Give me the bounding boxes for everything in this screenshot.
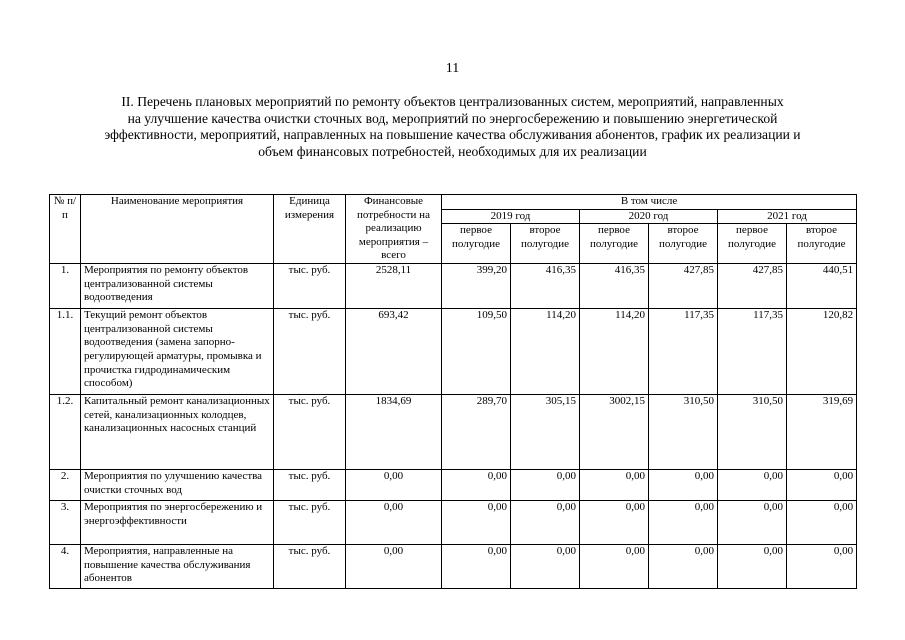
row-name: Текущий ремонт объектов централизованной системы водоотведения (замена запорно-регулирующей арматуры, промывка и прочистка гидродинамическим способом)	[81, 309, 274, 395]
row-value: 0,00	[718, 501, 787, 545]
title-line: на улучшение качества очистки сточных вод, мероприятий по энергосбережению и повышению энергетической	[127, 110, 778, 126]
header-half-second: второе полугодие	[511, 224, 580, 264]
table-row	[50, 395, 857, 470]
row-value: 0,00	[787, 470, 857, 501]
row-value: 0,00	[649, 501, 718, 545]
row-value: 427,85	[718, 264, 787, 309]
row-value: 319,69	[787, 395, 857, 470]
row-value: 0,00	[511, 470, 580, 501]
row-value: 0,00	[511, 501, 580, 545]
row-value: 310,50	[718, 395, 787, 470]
row-value: 109,50	[442, 309, 511, 395]
header-finance: Финансовые потребности на реализацию мероприятия – всего	[346, 195, 442, 264]
row-total: 2528,11	[346, 264, 442, 309]
row-value: 120,82	[787, 309, 857, 395]
row-value: 117,35	[718, 309, 787, 395]
row-value: 0,00	[511, 545, 580, 589]
row-value: 114,20	[580, 309, 649, 395]
row-value: 0,00	[580, 501, 649, 545]
row-value: 0,00	[442, 470, 511, 501]
table-row	[50, 309, 857, 395]
header-half-first: первое полугодие	[580, 224, 649, 264]
row-name: Мероприятия по энергосбережению и энергоэффективности	[81, 501, 274, 545]
row-value: 114,20	[511, 309, 580, 395]
row-name: Капитальный ремонт канализационных сетей, канализационных колодцев, канализационных насосных станций	[81, 395, 274, 470]
header-half-first: первое полугодие	[442, 224, 511, 264]
row-value: 427,85	[649, 264, 718, 309]
header-year: 2020 год	[580, 209, 718, 224]
row-value: 440,51	[787, 264, 857, 309]
row-total: 0,00	[346, 545, 442, 589]
row-value: 310,50	[649, 395, 718, 470]
row-num: 2.	[50, 470, 81, 501]
header-including: В том числе	[442, 195, 857, 210]
header-half-first: первое полугодие	[718, 224, 787, 264]
table-row	[50, 470, 857, 501]
row-value: 3002,15	[580, 395, 649, 470]
row-value: 305,15	[511, 395, 580, 470]
row-value: 0,00	[718, 470, 787, 501]
row-unit: тыс. руб.	[274, 309, 346, 395]
header-half-second: второе полугодие	[787, 224, 857, 264]
section-title	[55, 94, 850, 160]
row-value: 399,20	[442, 264, 511, 309]
row-value: 0,00	[787, 501, 857, 545]
row-name: Мероприятия, направленные на повышение качества обслуживания абонентов	[81, 545, 274, 589]
page-number: 11	[445, 61, 460, 76]
title-line: эффективности, мероприятий, направленных на повышение качества обслуживания абонентов, график их реализации и	[104, 127, 801, 142]
row-value: 416,35	[580, 264, 649, 309]
row-value: 0,00	[580, 470, 649, 501]
row-unit: тыс. руб.	[274, 395, 346, 470]
header-num: № п/п	[50, 195, 81, 264]
header-name: Наименование мероприятия	[81, 195, 274, 264]
header-half-second: второе полугодие	[649, 224, 718, 264]
activities-table	[49, 194, 857, 589]
row-value: 117,35	[649, 309, 718, 395]
row-value: 0,00	[649, 545, 718, 589]
row-value: 0,00	[580, 545, 649, 589]
row-unit: тыс. руб.	[274, 264, 346, 309]
row-value: 0,00	[442, 501, 511, 545]
table-row	[50, 264, 857, 309]
row-num: 1.2.	[50, 395, 81, 470]
table-row	[50, 501, 857, 545]
row-unit: тыс. руб.	[274, 545, 346, 589]
row-value: 416,35	[511, 264, 580, 309]
row-num: 1.1.	[50, 309, 81, 395]
row-name: Мероприятия по ремонту объектов централизованной системы водоотведения	[81, 264, 274, 309]
row-total: 0,00	[346, 470, 442, 501]
row-total: 1834,69	[346, 395, 442, 470]
row-total: 0,00	[346, 501, 442, 545]
row-value: 0,00	[649, 470, 718, 501]
row-name: Мероприятия по улучшению качества очистки сточных вод	[81, 470, 274, 501]
row-unit: тыс. руб.	[274, 501, 346, 545]
row-num: 1.	[50, 264, 81, 309]
row-num: 4.	[50, 545, 81, 589]
row-value: 0,00	[718, 545, 787, 589]
header-year: 2019 год	[442, 209, 580, 224]
title-line: II. Перечень плановых мероприятий по ремонту объектов централизованных систем, мероприятий, направленных	[121, 94, 784, 109]
row-total: 693,42	[346, 309, 442, 395]
title-line: объем финансовых потребностей, необходимых для их реализации	[258, 143, 647, 159]
table-row	[50, 545, 857, 589]
row-unit: тыс. руб.	[274, 470, 346, 501]
row-num: 3.	[50, 501, 81, 545]
header-year: 2021 год	[718, 209, 857, 224]
row-value: 0,00	[442, 545, 511, 589]
header-unit: Единица измерения	[274, 195, 346, 264]
row-value: 289,70	[442, 395, 511, 470]
row-value: 0,00	[787, 545, 857, 589]
